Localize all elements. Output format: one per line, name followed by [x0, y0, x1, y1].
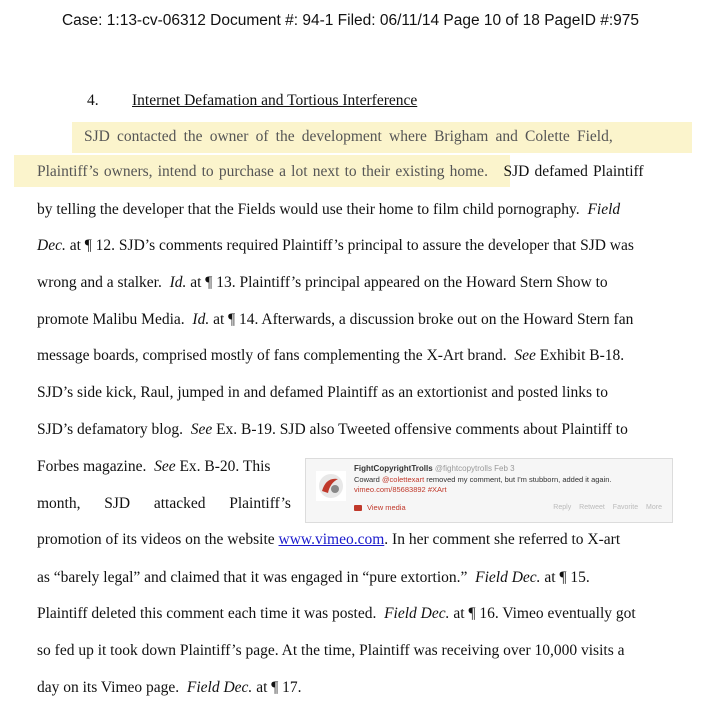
- tweet-text: Coward @colettexart removed my comment, but I'm stubborn, added it again. vimeo.com/85683892 #XArt: [354, 475, 612, 494]
- section-number: 4.: [87, 92, 99, 109]
- para-line-3: by telling the developer that the Fields would use their home to film child pornography. Field: [37, 201, 621, 218]
- para-line-5: wrong and a stalker. Id. at ¶ 13. Plaintiff’s principal appeared on the Howard Stern Show to: [37, 274, 608, 291]
- avatar: [316, 471, 346, 501]
- para-line-11: month, SJD attacked Plaintiff’s: [37, 495, 291, 512]
- para-line-8: SJD’s side kick, Raul, jumped in and defamed Plaintiff as an extortionist and posted links to: [37, 384, 608, 401]
- para-line-6: promote Malibu Media. Id. at ¶ 14. Afterwards, a discussion broke out on the Howard Stern fan: [37, 311, 634, 328]
- section-title: Internet Defamation and Tortious Interference: [132, 92, 418, 109]
- embedded-tweet-image: [305, 458, 673, 523]
- para-line-1: SJD contacted the owner of the development where Brigham and Colette Field,: [84, 128, 613, 145]
- para-line-15: so fed up it took down Plaintiff’s page. At the time, Plaintiff was receiving over 10,000 visits a: [37, 642, 625, 659]
- para-line-13: as “barely legal” and claimed that it was engaged in “pure extortion.” Field Dec. at ¶ 15.: [37, 569, 590, 586]
- para-line-9: SJD’s defamatory blog. See Ex. B-19. SJD also Tweeted offensive comments about Plaintiff to: [37, 421, 628, 438]
- para-line-7: message boards, comprised mostly of fans complementing the X-Art brand. See Exhibit B-18.: [37, 347, 625, 364]
- tweet-actions: Reply Retweet Favorite More: [553, 504, 662, 511]
- case-header: Case: 1:13-cv-06312 Document #: 94-1 Filed: 06/11/14 Page 10 of 18 PageID #:975: [61, 12, 640, 29]
- para-line-10: Forbes magazine. See Ex. B-20. This: [37, 458, 271, 475]
- para-line-14: Plaintiff deleted this comment each time it was posted. Field Dec. at ¶ 16. Vimeo eventually got: [37, 605, 636, 622]
- troll-logo-icon: [316, 471, 346, 501]
- para-line-16: day on its Vimeo page. Field Dec. at ¶ 17.: [37, 679, 302, 696]
- para-line-4: Dec. at ¶ 12. SJD’s comments required Plaintiff’s principal to assure the developer that SJD was: [37, 237, 634, 254]
- play-icon: [354, 505, 362, 511]
- para-line-12: promotion of its videos on the website www.vimeo.com. In her comment she referred to X-art: [37, 531, 621, 548]
- tweet-author: FightCopyrightTrolls @fightcopytrolls Feb 3: [354, 464, 515, 473]
- para-line-2: Plaintiff’s owners, intend to purchase a lot next to their existing home. SJD defamed Plaintiff: [37, 163, 644, 180]
- view-media: View media: [354, 503, 406, 512]
- vimeo-link[interactable]: www.vimeo.com: [278, 531, 385, 548]
